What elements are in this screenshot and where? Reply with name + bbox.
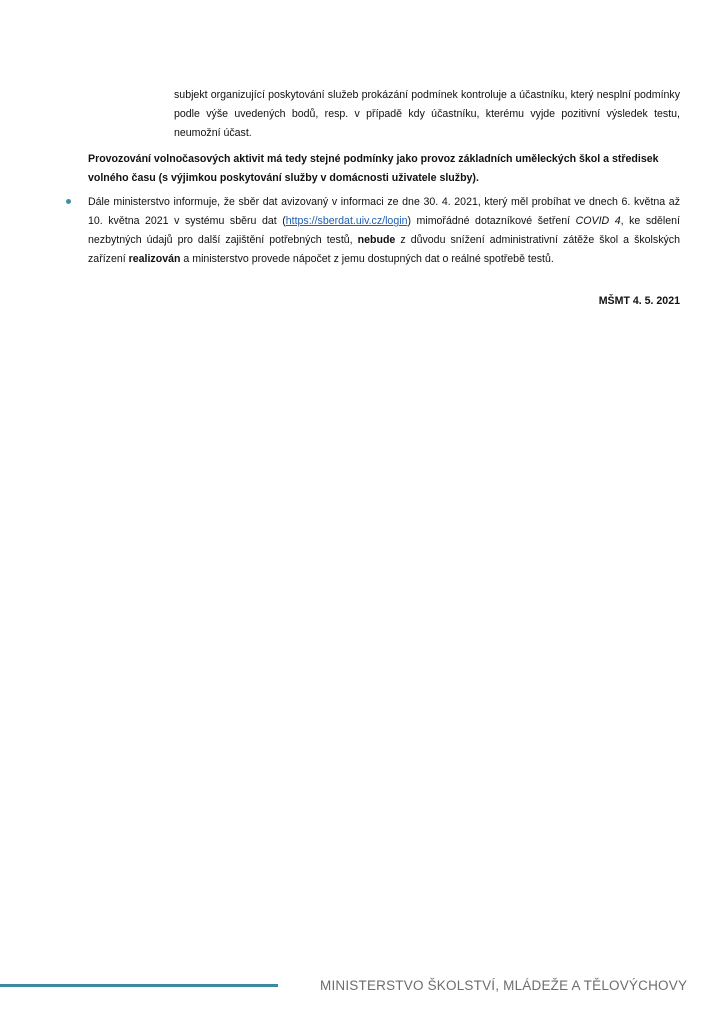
bullet-dot-icon <box>66 199 71 204</box>
bullet-text-4: z důvodu snížení administrativní zátěže škol a školských zařízení <box>88 234 680 265</box>
bullet-text-3: , ke sdělení nezbytných údajů pro další zajištění potřebných testů, <box>88 215 681 246</box>
bullet-bold-realizovan: realizován <box>128 253 181 265</box>
bullet-bold-nebude: nebude <box>357 234 396 246</box>
sberdat-link[interactable]: https://sberdat.uiv.cz/login <box>285 215 408 227</box>
covid-survey-name: COVID 4 <box>575 215 621 227</box>
footer-rule <box>0 984 278 987</box>
bullet-text-1: Dále ministerstvo informuje, že sběr dat avizovaný v informaci ze dne 30. 4. 2021, který měl probíhat ve dnech 6. května až 10. května 2021 v systému sběru dat ( <box>88 196 680 227</box>
bullet-text-2: ) mimořádné dotazníkové šetření <box>407 215 576 227</box>
bold-paragraph: Provozování volnočasových aktivit má tedy stejné podmínky jako provoz základních uměleckých škol a středisek volného času (s výjimkou poskytování služby v domácnosti uživatele služby). <box>88 153 659 184</box>
bullet-text-5: a ministerstvo provede nápočet z jemu dostupných dat o reálné spotřebě testů. <box>180 253 554 265</box>
signature-date: MŠMT 4. 5. 2021 <box>598 295 680 307</box>
indented-paragraph: subjekt organizující poskytování služeb prokázání podmínek kontroluje a účastníku, který nesplní podmínky podle výše uvedených bodů, resp. v případě kdy účastníku, kterému vyjde pozitivní výsledek testu, neumožní účast. <box>174 89 680 139</box>
footer-ministry-name: MINISTERSTVO ŠKOLSTVÍ, MLÁDEŽE A TĚLOVÝCHOVY <box>320 978 688 993</box>
bullet-paragraph <box>88 193 680 269</box>
